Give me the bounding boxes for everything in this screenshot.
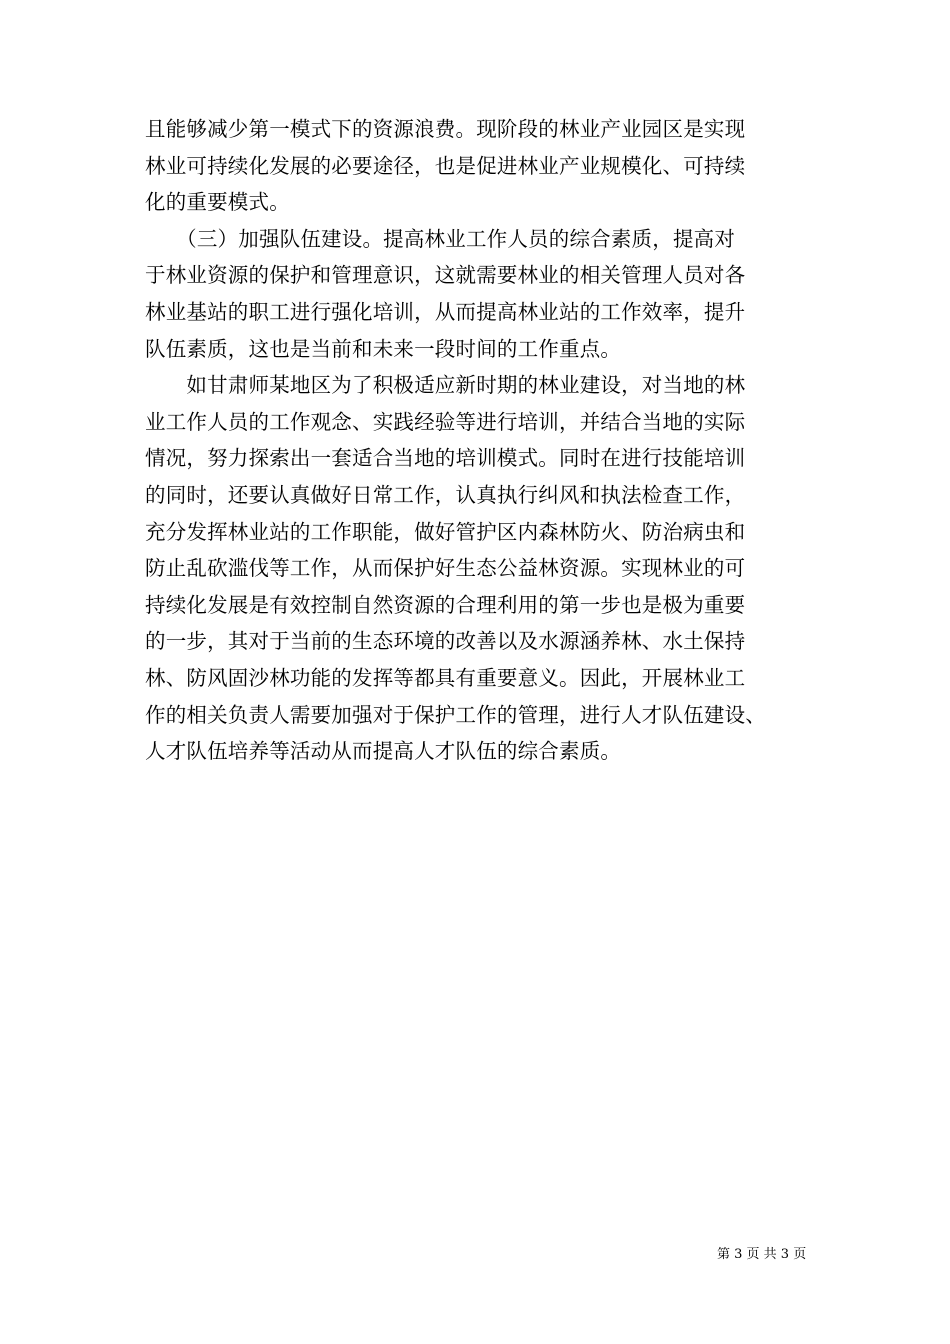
text-line: 化的重要模式。 — [145, 190, 290, 215]
page-footer: 第 3 页 共 3 页 — [717, 1247, 807, 1262]
text-line: 林业可持续化发展的必要途径，也是促进林业产业规模化、可持续 — [145, 153, 746, 178]
text-line: 如甘肃师某地区为了积极适应新时期的林业建设，对当地的林 — [145, 373, 746, 398]
text-line: 充分发挥林业站的工作职能，做好管护区内森林防火、防治病虫和 — [145, 519, 746, 544]
text-line: 队伍素质，这也是当前和未来一段时间的工作重点。 — [145, 336, 622, 361]
text-line: 于林业资源的保护和管理意识，这就需要林业的相关管理人员对各 — [145, 263, 746, 288]
body-text — [145, 111, 835, 770]
text-line: 且能够减少第一模式下的资源浪费。现阶段的林业产业园区是实现 — [145, 117, 746, 141]
text-line: 的一步，其对于当前的生态环境的改善以及水源涵养林、水土保持 — [145, 629, 746, 654]
text-line: 人才队伍培养等活动从而提高人才队伍的综合素质。 — [145, 739, 622, 764]
text-line: 持续化发展是有效控制自然资源的合理利用的第一步也是极为重要 — [145, 592, 746, 617]
text-line: 业工作人员的工作观念、实践经验等进行培训，并结合当地的实际 — [145, 409, 746, 434]
text-line: 林业基站的职工进行强化培训，从而提高林业站的工作效率，提升 — [145, 299, 746, 324]
text-line: 林、防风固沙林功能的发挥等都具有重要意义。因此，开展林业工 — [145, 665, 746, 690]
text-line: 防止乱砍滥伐等工作，从而保护好生态公益林资源。实现林业的可 — [145, 556, 746, 581]
text-line: （三）加强队伍建设。提高林业工作人员的综合素质，提高对 — [145, 226, 736, 251]
text-line: 作的相关负责人需要加强对于保护工作的管理，进行人才队伍建设、 — [145, 702, 766, 727]
text-line: 的同时，还要认真做好日常工作，认真执行纠风和执法检查工作， — [145, 482, 746, 507]
text-line: 情况，努力探索出一套适合当地的培训模式。同时在进行技能培训 — [145, 446, 746, 471]
